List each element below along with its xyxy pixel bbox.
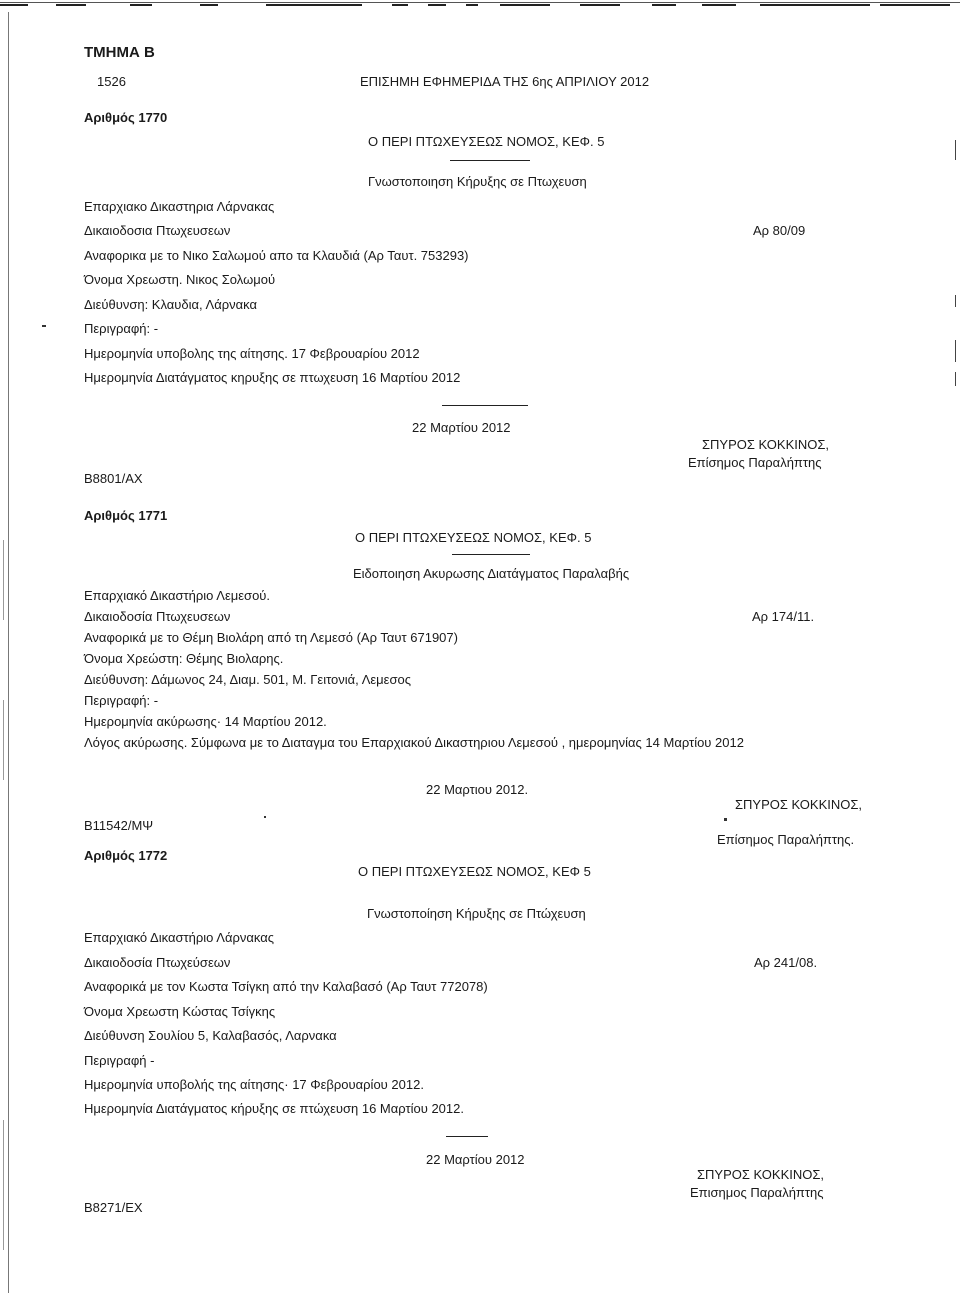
cancellation-date: Ημερομηνία ακύρωσης· 14 Μαρτίου 2012. — [84, 714, 327, 729]
scan-artifact — [392, 4, 408, 6]
signed-date: 22 Μαρτίου 2012 — [426, 1152, 525, 1167]
jurisdiction: Δικαιοδοσία Πτωχεύσεων — [84, 955, 231, 970]
scan-artifact — [3, 700, 4, 780]
notice-subtitle: Γνωστοποίηση Κήρυξης σε Πτώχευση — [367, 906, 586, 921]
description-line: Περιγραφή - — [84, 1053, 155, 1068]
scan-artifact — [955, 372, 956, 386]
scan-artifact — [200, 4, 218, 6]
scan-speck — [264, 816, 266, 818]
scan-artifact — [880, 4, 950, 6]
scan-artifact — [3, 540, 4, 620]
reference-line: Αναφορικά με το Θέμη Βιολάρη από τη Λεμεσό (Αρ Ταυτ 671907) — [84, 630, 458, 645]
scan-artifact — [3, 1120, 4, 1250]
scan-artifact — [652, 4, 676, 6]
signatory-title: Επίσημος Παραλήπτης — [688, 455, 822, 470]
scan-artifact — [130, 4, 152, 6]
scan-speck — [724, 818, 727, 821]
notice-law: Ο ΠΕΡΙ ΠΤΩΧΕΥΣΕΩΣ ΝΟΜΟΣ, ΚΕΦ 5 — [358, 864, 591, 879]
order-date: Ημερομηνία Διατάγματος κήρυξης σε πτώχευση 16 Μαρτίου 2012. — [84, 1101, 464, 1116]
reference-line: Αναφορικά με τον Κωστα Τσίγκη από την Καλαβασό (Αρ Ταυτ 772078) — [84, 979, 488, 994]
debtor-address: Διεύθυνση: Δάμωνος 24, Διαμ. 501, Μ. Γειτονιά, Λεμεσος — [84, 672, 411, 687]
court-name: Επαρχιακό Δικαστήριο Λεμεσού. — [84, 588, 271, 603]
signatory-title: Επίσημος Παραλήπτης. — [717, 832, 855, 847]
scan-artifact — [466, 4, 478, 6]
scan-artifact — [760, 4, 870, 6]
court-name: Επαρχιακό Δικαστήριο Λάρνακας — [84, 930, 275, 945]
order-date: Ημερομηνία Διατάγματος κηρυξης σε πτωχευση 16 Μαρτίου 2012 — [84, 370, 461, 385]
case-number: Αρ 80/09 — [753, 223, 806, 238]
notice-code: Β11542/ΜΨ — [84, 818, 154, 833]
debtor-name: Όνομα Χρεώστη: Θέμης Βιολαρης. — [84, 651, 284, 666]
filing-date: Ημερομηνία υποβολής της αίτησης· 17 Φεβρουαρίου 2012. — [84, 1077, 424, 1092]
debtor-name: Όνομα Χρεωστη Κώστας Τσίγκης — [84, 1004, 276, 1019]
case-number: Αρ 174/11. — [752, 609, 815, 624]
section-heading: ΤΜΗΜΑ Β — [84, 44, 155, 61]
signed-date: 22 Μαρτίου 2012 — [412, 420, 511, 435]
separator-rule — [446, 1136, 488, 1137]
notice-number: Αριθμός 1772 — [84, 848, 168, 863]
notice-code: Β8801/ΑΧ — [84, 471, 143, 486]
reference-line: Αναφορικα με το Νικο Σαλωμού απο τα Κλαυδιά (Αρ Ταυτ. 753293) — [84, 248, 469, 263]
jurisdiction: Δικαιοδοσία Πτωχευσεων — [84, 609, 231, 624]
description-line: Περιγραφή: - — [84, 321, 159, 336]
notice-number: Αριθμός 1771 — [84, 508, 168, 523]
jurisdiction: Δικαιοδοσια Πτωχευσεων — [84, 223, 231, 238]
scan-speck — [42, 325, 46, 327]
cancellation-reason: Λόγος ακύρωσης. Σύμφωνα με το Διαταγμα του Επαρχιακού Δικαστηριου Λεμεσού , ημερομηνίας 14 Μαρτίου 2012 — [84, 735, 744, 750]
notice-law: Ο ΠΕΡΙ ΠΤΩΧΕΥΣΕΩΣ ΝΟΜΟΣ, ΚΕΦ. 5 — [355, 530, 592, 545]
signatory-title: Επισημος Παραλήπτης — [690, 1185, 824, 1200]
separator-rule — [442, 405, 528, 406]
scan-artifact — [500, 4, 550, 6]
debtor-address: Διεύθυνση Σουλίου 5, Καλαβασός, Λαρνακα — [84, 1028, 337, 1043]
debtor-address: Διεύθυνση: Κλαυδια, Λάρνακα — [84, 297, 258, 312]
filing-date: Ημερομηνία υποβολης της αίτησης. 17 Φεβρουαρίου 2012 — [84, 346, 420, 361]
separator-rule — [450, 160, 530, 161]
signatory-name: ΣΠΥΡΟΣ ΚΟΚΚΙΝΟΣ, — [702, 437, 830, 452]
scan-artifact — [955, 295, 956, 307]
court-name: Επαρχιακο Δικαστηρια Λάρνακας — [84, 199, 275, 214]
notice-subtitle: Ειδοποιηση Ακυρωσης Διατάγματος Παραλαβής — [353, 566, 630, 581]
scan-artifact — [955, 140, 956, 160]
description-line: Περιγραφή: - — [84, 693, 159, 708]
gazette-title: ΕΠΙΣΗΜΗ ΕΦΗΜΕΡΙΔΑ ΤΗΣ 6ης ΑΠΡΙΛΙΟΥ 2012 — [360, 74, 650, 89]
page-number: 1526 — [97, 74, 126, 89]
scan-artifact — [955, 340, 956, 362]
debtor-name: Όνομα Χρεωστη. Νικος Σολωμού — [84, 272, 276, 287]
notice-subtitle: Γνωστοποιηση Κήρυξης σε Πτωχευση — [368, 174, 587, 189]
case-number: Αρ 241/08. — [754, 955, 818, 970]
signed-date: 22 Μαρτιου 2012. — [426, 782, 529, 797]
scan-artifact — [428, 4, 446, 6]
notice-law: Ο ΠΕΡΙ ΠΤΩΧΕΥΣΕΩΣ ΝΟΜΟΣ, ΚΕΦ. 5 — [368, 134, 605, 149]
separator-rule — [452, 554, 530, 555]
scan-artifact — [56, 4, 86, 6]
scan-artifact — [266, 4, 362, 6]
left-margin-line — [8, 12, 9, 1293]
scan-artifact — [580, 4, 620, 6]
notice-number: Αριθμός 1770 — [84, 110, 168, 125]
scan-artifact — [702, 4, 736, 6]
signatory-name: ΣΠΥΡΟΣ ΚΟΚΚΙΝΟΣ, — [697, 1167, 825, 1182]
scan-artifact — [0, 4, 28, 6]
notice-code: Β8271/ΕΧ — [84, 1200, 143, 1215]
signatory-name: ΣΠΥΡΟΣ ΚΟΚΚΙΝΟΣ, — [735, 797, 863, 812]
scan-artifact — [0, 2, 960, 3]
